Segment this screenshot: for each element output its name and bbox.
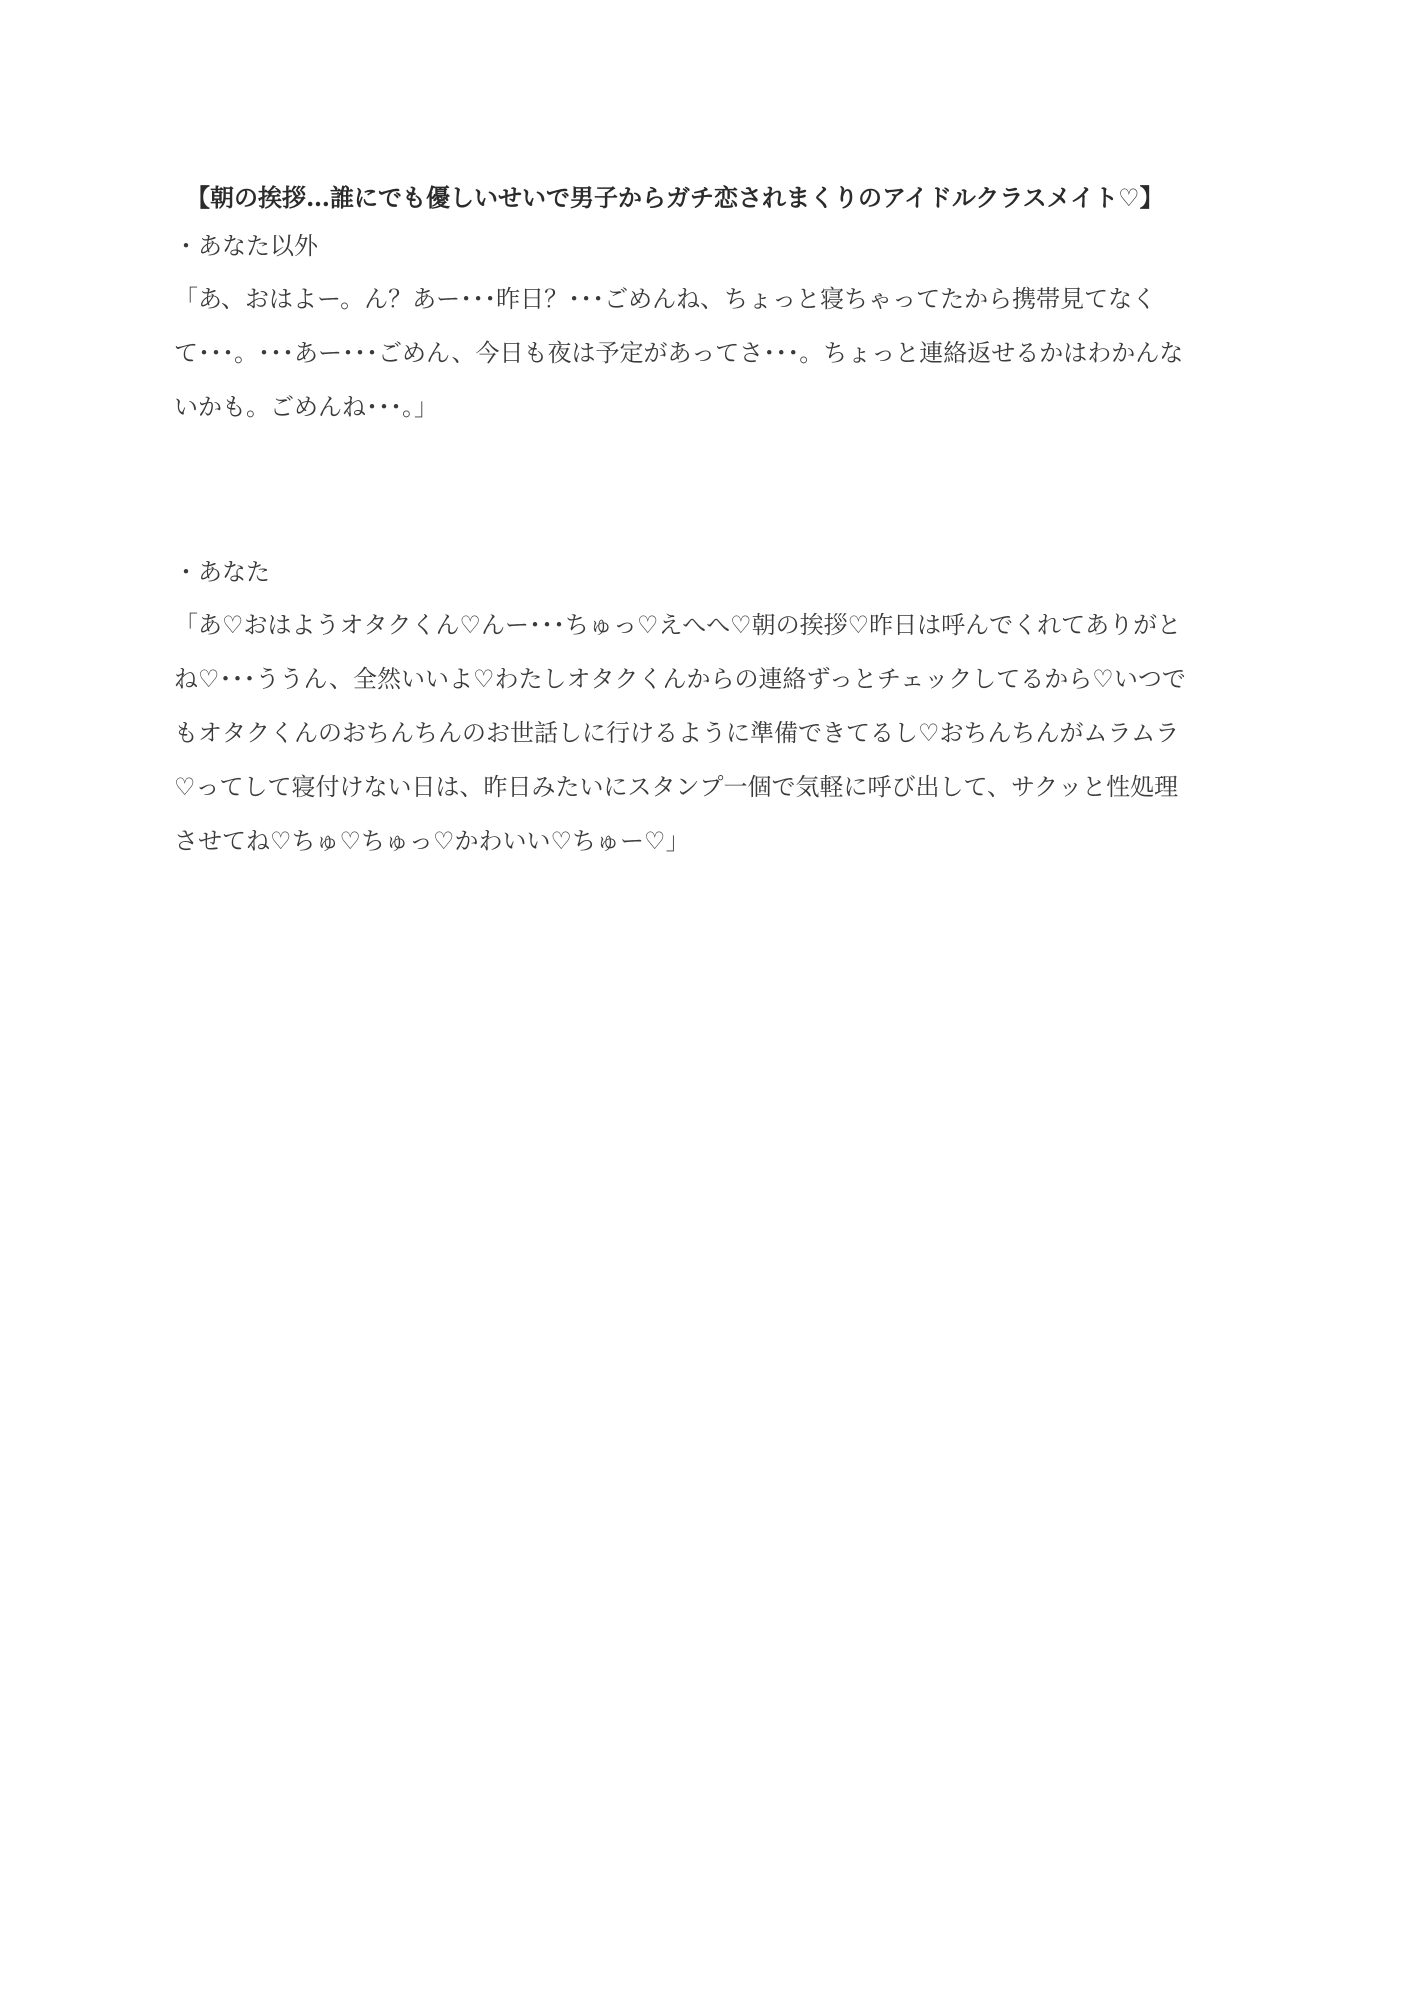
dialogue-line: 「あ♡おはようオタクくん♡んー･･･ちゅっ♡えへへ♡朝の挨拶♡昨日は呼んでくれてありがと [174, 611, 1182, 639]
dialogue-line: 「あ、おはよー。ん？あー･･･昨日？･･･ごめんね、ちょっと寝ちゃってたから携帯見てなく [174, 285, 1157, 313]
dialogue-line: ね♡･･･ううん、全然いいよ♡わたしオタクくんからの連絡ずっとチェックしてるから♡いつで [174, 665, 1186, 693]
dialogue-line: させてね♡ちゅ♡ちゅっ♡かわいい♡ちゅー♡」 [174, 827, 690, 855]
section-label-others: ・あなた以外 [174, 232, 318, 260]
section-spacer [174, 434, 1244, 546]
document-title: 【朝の挨拶…誰にでも優しいせいで男子からガチ恋されまくりのアイドルクラスメイト♡】 [186, 183, 1164, 212]
dialogue-line: ♡ってして寝付けない日は、昨日みたいにスタンプ一個で気軽に呼び出して、サクッと性処理 [174, 773, 1179, 801]
dialogue-others [174, 272, 1244, 434]
dialogue-line: て･･･。･･･あー･･･ごめん、今日も夜は予定があってさ･･･。ちょっと連絡返せるかはわかんな [174, 339, 1184, 367]
dialogue-you [174, 598, 1244, 868]
dialogue-line: もオタクくんのおちんちんのお世話しに行けるように準備できてるし♡おちんちんがムラムラ [174, 719, 1180, 747]
section-label-you: ・あなた [174, 558, 270, 586]
document-body [174, 176, 1244, 868]
dialogue-line: いかも。ごめんね･･･。」 [174, 393, 438, 421]
